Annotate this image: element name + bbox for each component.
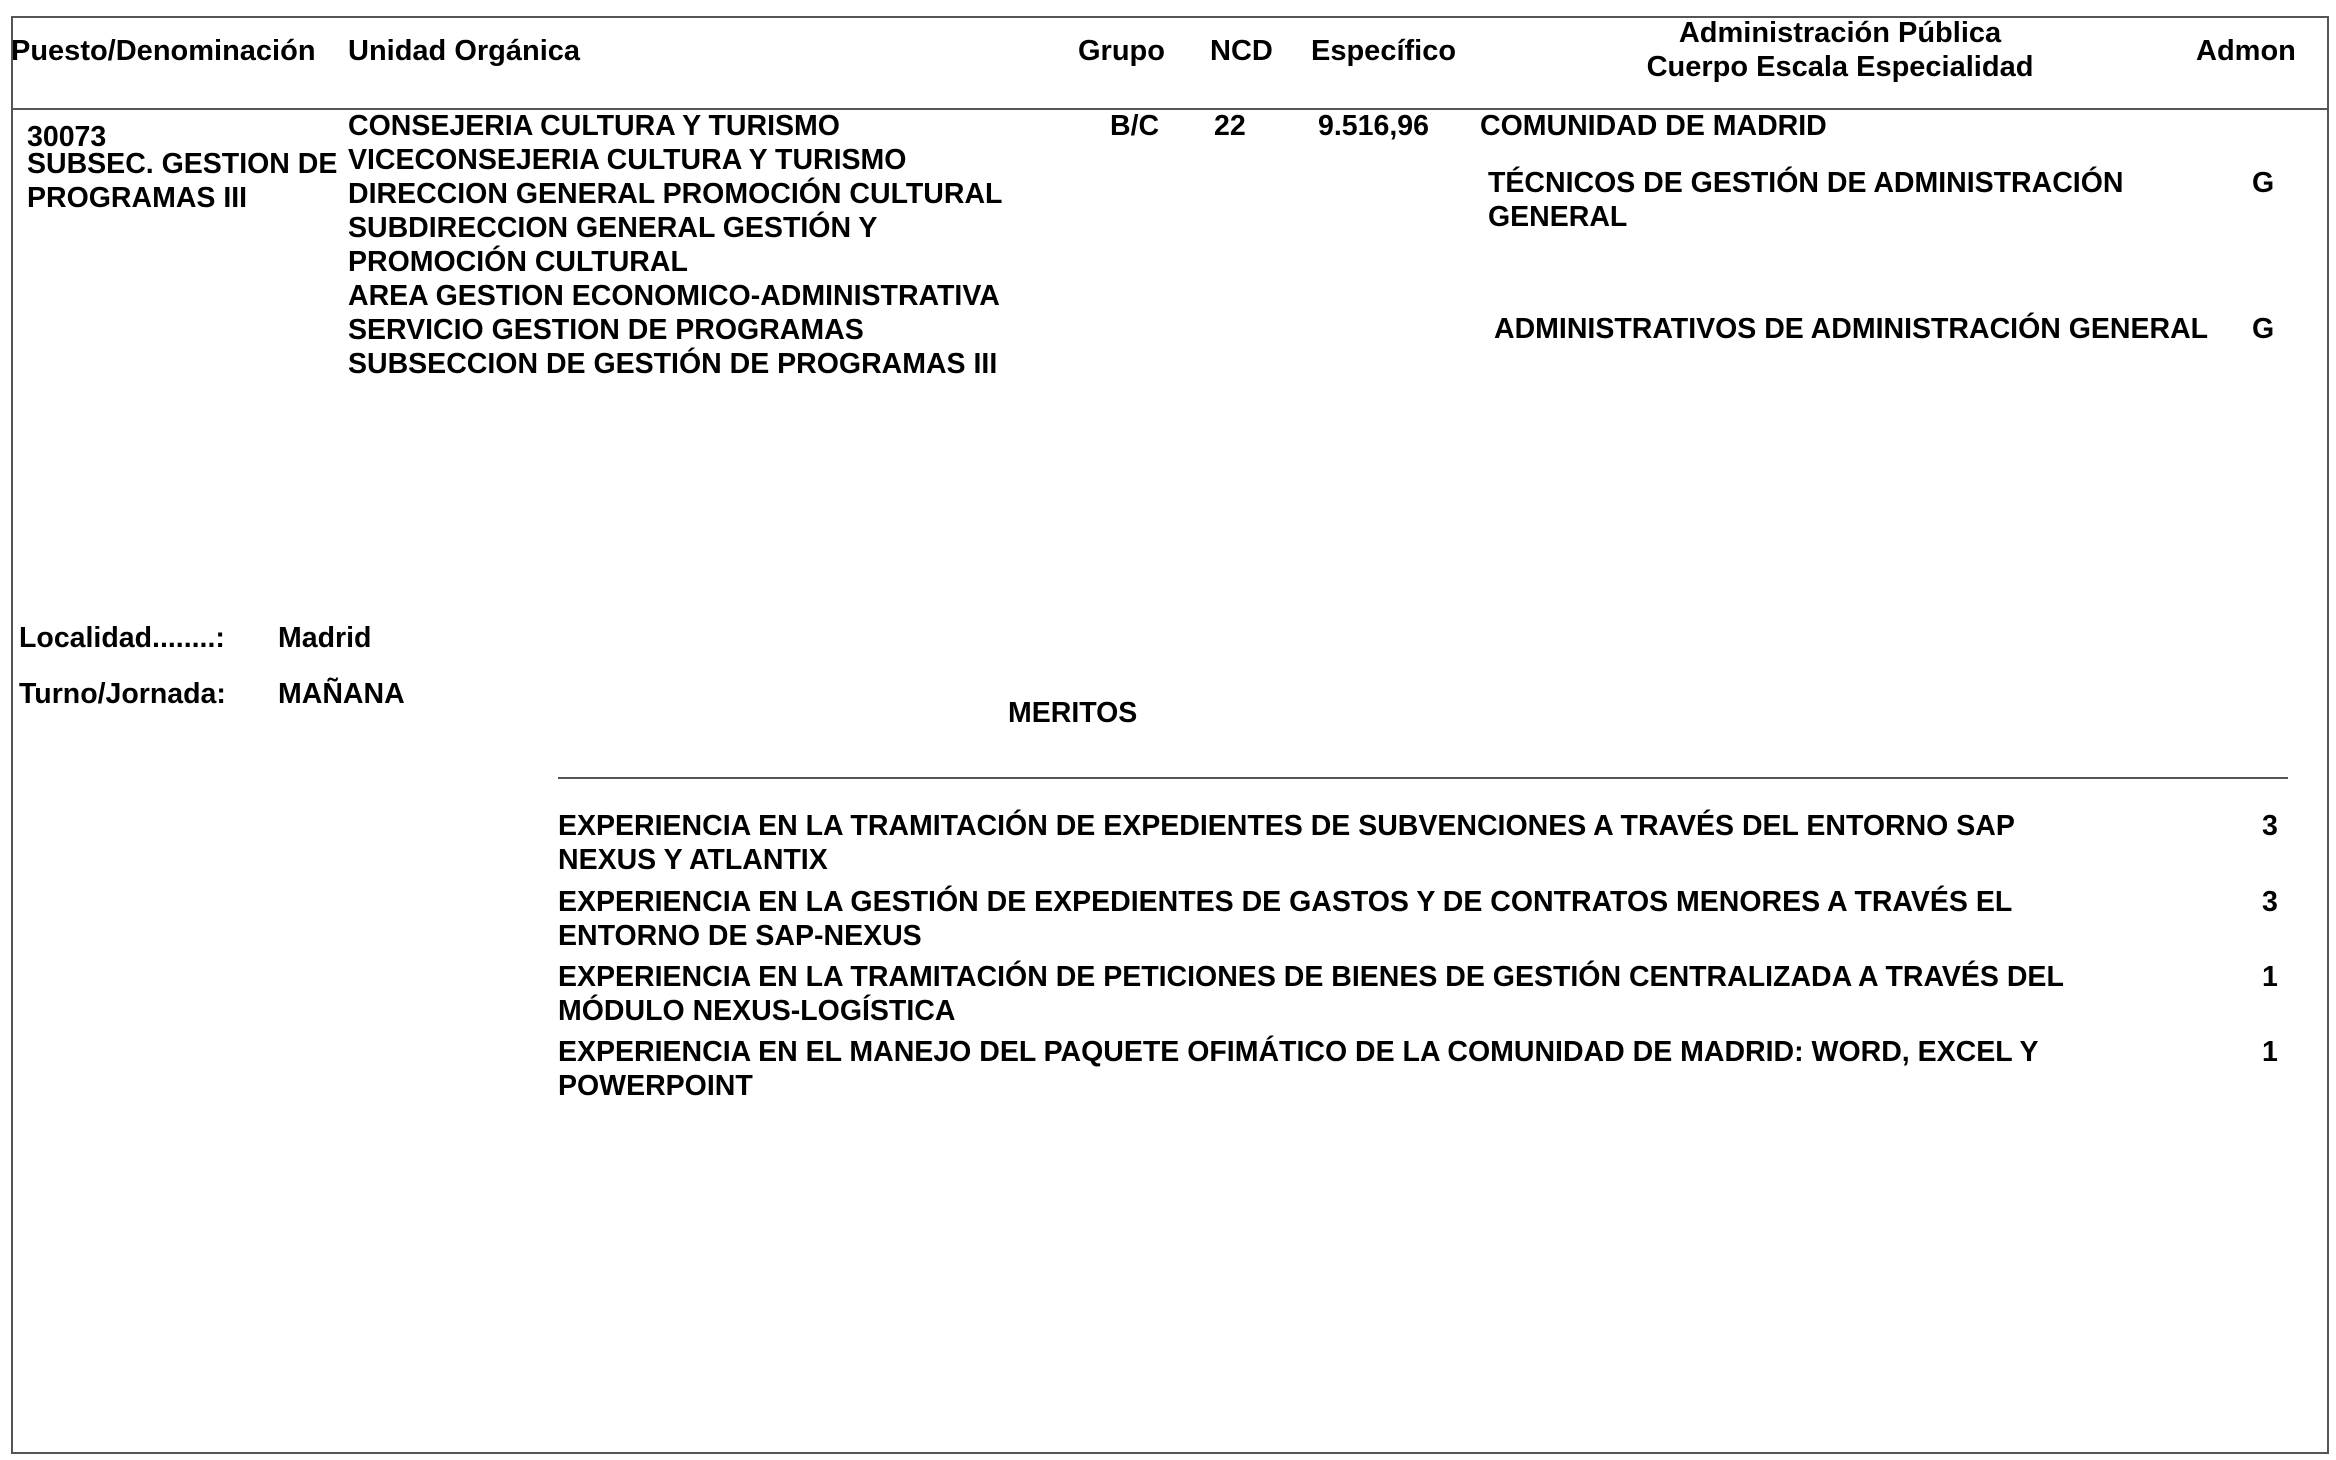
especifico-value: 9.516,96 (1318, 110, 1429, 142)
localidad-label: Localidad........: (19, 622, 225, 654)
merito-points: 3 (2262, 886, 2278, 918)
merito-item (558, 885, 2012, 953)
merito-line1: EXPERIENCIA EN LA TRAMITACIÓN DE EXPEDIENTES DE SUBVENCIONES A TRAVÉS DEL ENTORNO SAP (558, 810, 2015, 842)
cuerpo-1-line2: GENERAL (1488, 201, 1628, 233)
unidad-line: SERVICIO GESTION DE PROGRAMAS (348, 314, 864, 346)
meritos-title: MERITOS (1008, 697, 1138, 729)
cuerpo-2-admon: G (2252, 313, 2275, 345)
unidad-line: PROMOCIÓN CULTURAL (348, 246, 688, 278)
unidad-line: SUBDIRECCION GENERAL GESTIÓN Y (348, 212, 878, 244)
grupo-value: B/C (1110, 110, 1160, 142)
merito-line2: POWERPOINT (558, 1070, 753, 1102)
cuerpo-1-line1: TÉCNICOS DE GESTIÓN DE ADMINISTRACIÓN (1488, 167, 2124, 199)
merito-points: 1 (2262, 1036, 2278, 1068)
header-cuerpo-escala: Cuerpo Escala Especialidad (1646, 51, 2034, 83)
merito-points: 1 (2262, 961, 2278, 993)
merito-line2: MÓDULO NEXUS-LOGÍSTICA (558, 995, 956, 1027)
merito-item (558, 809, 2015, 877)
meritos-divider (558, 777, 2288, 779)
header-unidad: Unidad Orgánica (348, 35, 581, 67)
header-admon: Admon (2196, 35, 2296, 67)
turno-label: Turno/Jornada: (19, 678, 226, 710)
puesto-denominacion-line1: SUBSEC. GESTION DE (27, 148, 338, 180)
merito-line1: EXPERIENCIA EN LA GESTIÓN DE EXPEDIENTES DE GASTOS Y DE CONTRATOS MENORES A TRAVÉS EL (558, 886, 2013, 918)
unidad-line: SUBSECCION DE GESTIÓN DE PROGRAMAS III (348, 348, 998, 380)
header-especifico: Específico (1311, 35, 1457, 67)
header-grupo: Grupo (1078, 35, 1165, 67)
merito-points: 3 (2262, 810, 2278, 842)
puesto-codigo: 30073 (27, 121, 107, 153)
puesto-denominacion-line2: PROGRAMAS III (27, 182, 248, 214)
header-admin-publica: Administración Pública (1678, 17, 2002, 49)
merito-line2: NEXUS Y ATLANTIX (558, 844, 828, 876)
merito-line2: ENTORNO DE SAP-NEXUS (558, 920, 922, 952)
localidad-value: Madrid (278, 622, 372, 654)
cuerpo-1-admon: G (2252, 167, 2275, 199)
administracion-value: COMUNIDAD DE MADRID (1480, 110, 1827, 142)
merito-line1: EXPERIENCIA EN EL MANEJO DEL PAQUETE OFIMÁTICO DE LA COMUNIDAD DE MADRID: WORD, EXCEL Y (558, 1036, 2039, 1068)
merito-line1: EXPERIENCIA EN LA TRAMITACIÓN DE PETICIONES DE BIENES DE GESTIÓN CENTRALIZADA A TRAVÉS DEL (558, 961, 2064, 993)
unidad-organica-list (348, 109, 1002, 381)
unidad-line: CONSEJERIA CULTURA Y TURISMO (348, 110, 840, 142)
header-ncd: NCD (1210, 35, 1273, 67)
merito-item (558, 960, 2064, 1028)
cuerpo-2-line1: ADMINISTRATIVOS DE ADMINISTRACIÓN GENERAL (1494, 313, 2209, 345)
header-puesto: Puesto/Denominación (11, 35, 316, 67)
ncd-value: 22 (1214, 110, 1246, 142)
turno-value: MAÑANA (278, 678, 405, 710)
unidad-line: DIRECCION GENERAL PROMOCIÓN CULTURAL (348, 178, 1003, 210)
merito-item (558, 1035, 2039, 1103)
unidad-line: AREA GESTION ECONOMICO-ADMINISTRATIVA (348, 280, 1000, 312)
unidad-line: VICECONSEJERIA CULTURA Y TURISMO (348, 144, 907, 176)
